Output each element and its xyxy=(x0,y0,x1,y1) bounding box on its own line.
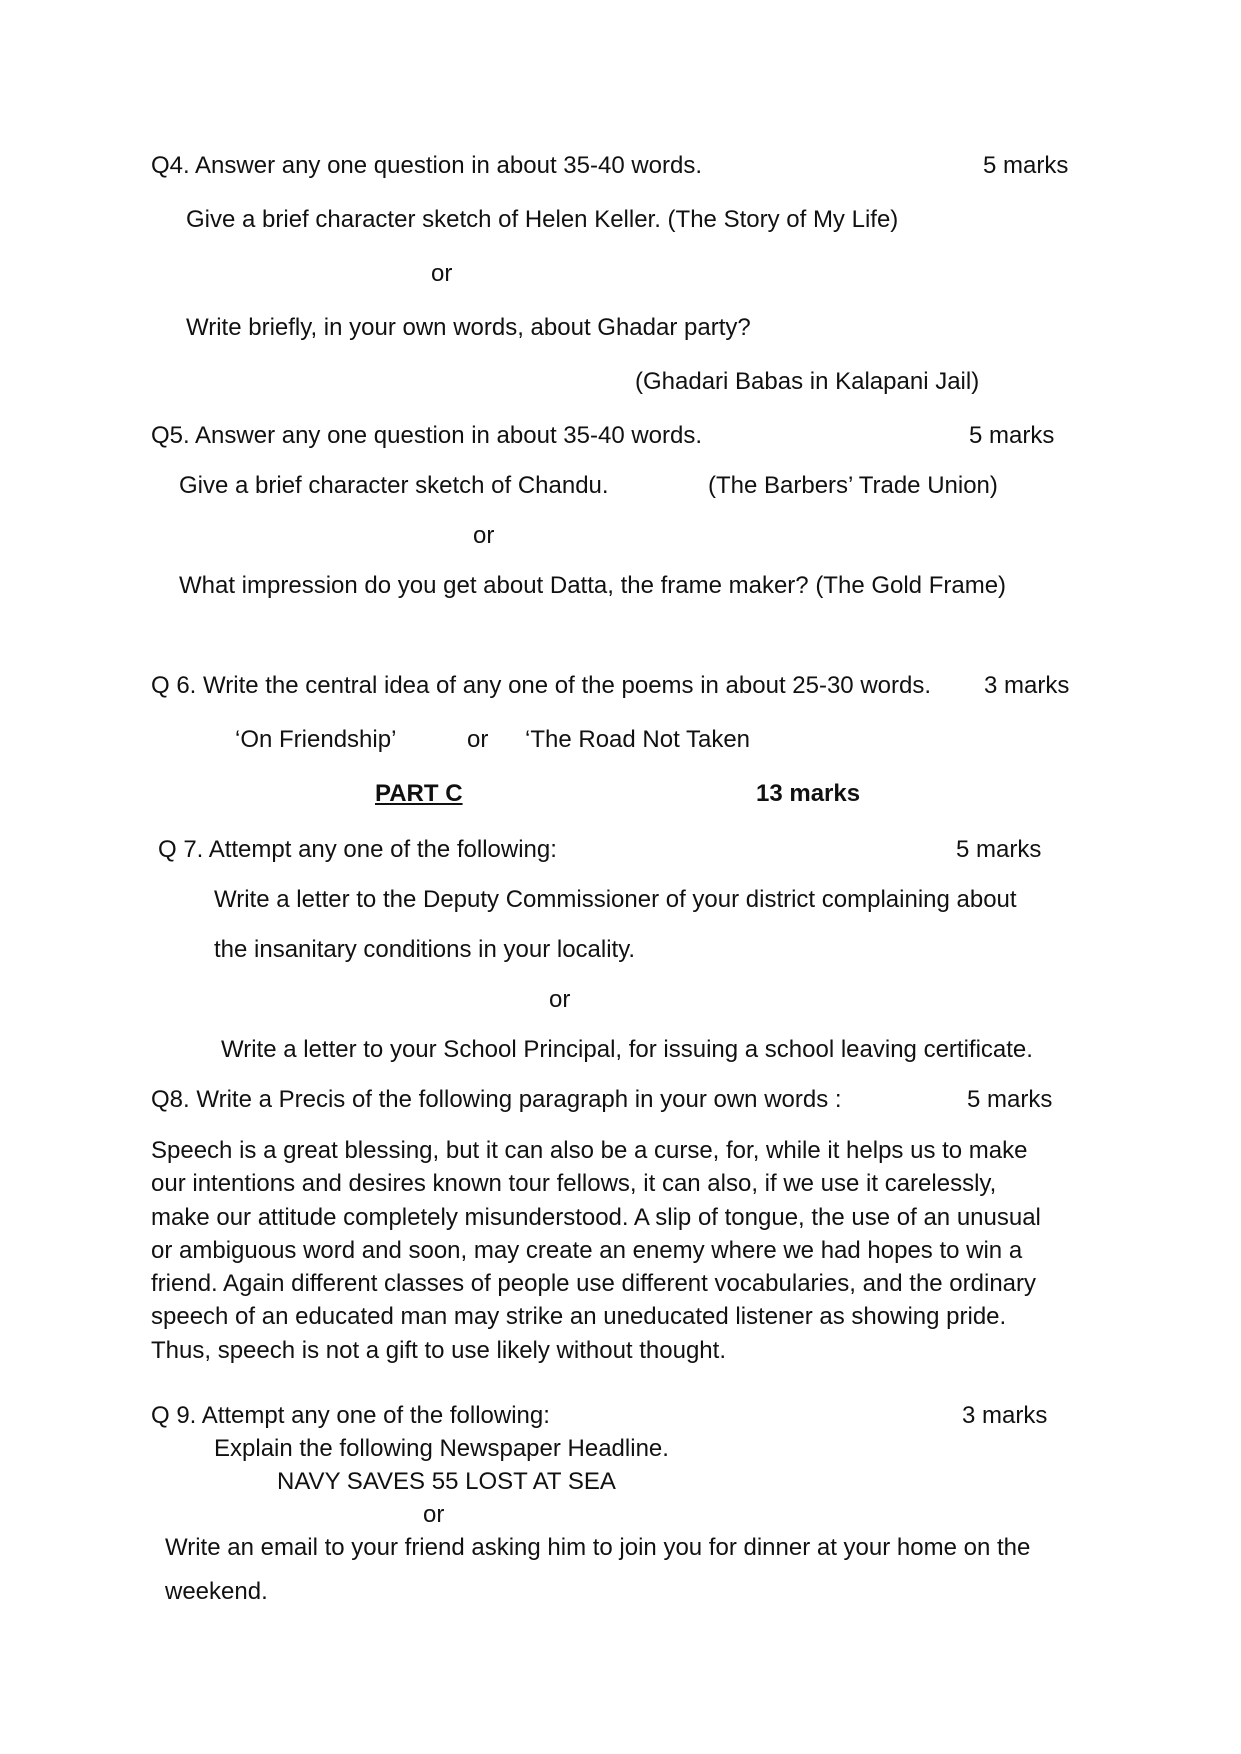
q6-or: or xyxy=(467,726,489,753)
passage-line: our intentions and desires known tour fellows, it can also, if we use it carelessly, xyxy=(151,1170,997,1198)
part-c-heading: PART C xyxy=(375,780,463,807)
q9-option2-line1: Write an email to your friend asking him to join you for dinner at your home on the xyxy=(165,1534,1031,1561)
q4-or: or xyxy=(431,260,453,287)
q5-option1-source: (The Barbers’ Trade Union) xyxy=(708,472,998,499)
passage-line: Speech is a great blessing, but it can also be a curse, for, while it helps us to make xyxy=(151,1137,1028,1164)
q7-marks: 5 marks xyxy=(956,836,1042,863)
q9-or: or xyxy=(423,1501,445,1528)
q5-marks: 5 marks xyxy=(969,422,1055,449)
q9-marks: 3 marks xyxy=(962,1402,1048,1429)
passage-line: speech of an educated man may strike an uneducated listener as showing pride. xyxy=(151,1303,1007,1331)
q6-question: Q 6. Write the central idea of any one of the poems in about 25-30 words. xyxy=(151,672,932,699)
q5-question: Q5. Answer any one question in about 35-40 words. xyxy=(151,422,703,449)
q6-poem2: ‘The Road Not Taken xyxy=(525,726,751,753)
passage-line: or ambiguous word and soon, may create an enemy where we had hopes to win a xyxy=(151,1236,1023,1264)
q9-question: Q 9. Attempt any one of the following: xyxy=(151,1402,550,1429)
q6-poem1: ‘On Friendship’ xyxy=(235,726,397,753)
q4-question: Q4. Answer any one question in about 35-40 words. xyxy=(151,152,703,179)
q5-or: or xyxy=(473,522,495,549)
q5-option2: What impression do you get about Datta, the frame maker? (The Gold Frame) xyxy=(179,572,1007,599)
q9-headline: NAVY SAVES 55 LOST AT SEA xyxy=(277,1468,616,1495)
q7-question: Q 7. Attempt any one of the following: xyxy=(158,836,557,863)
q6-marks: 3 marks xyxy=(984,672,1070,699)
passage-line: Thus, speech is not a gift to use likely without thought. xyxy=(151,1336,726,1364)
q5-option1: Give a brief character sketch of Chandu. xyxy=(179,472,609,499)
q7-option1-line1: Write a letter to the Deputy Commissioner of your district complaining about xyxy=(214,886,1017,913)
q4-marks: 5 marks xyxy=(983,152,1069,179)
q9-option1: Explain the following Newspaper Headline. xyxy=(214,1435,669,1462)
q7-or: or xyxy=(549,986,571,1013)
passage-line: friend. Again different classes of people use different vocabularies, and the ordinary xyxy=(151,1270,1037,1298)
passage-line: make our attitude completely misunderstood. A slip of tongue, the use of an unusual xyxy=(151,1203,1041,1231)
q8-marks: 5 marks xyxy=(967,1086,1053,1113)
part-c-marks: 13 marks xyxy=(756,780,861,807)
q4-option1: Give a brief character sketch of Helen Keller. (The Story of My Life) xyxy=(186,206,899,233)
q4-option2: Write briefly, in your own words, about Ghadar party? xyxy=(186,314,751,341)
q9-option2-line2: weekend. xyxy=(165,1578,268,1605)
q7-option1-line2: the insanitary conditions in your locality. xyxy=(214,936,636,963)
q8-question: Q8. Write a Precis of the following paragraph in your own words : xyxy=(151,1086,842,1113)
q4-option2-source: (Ghadari Babas in Kalapani Jail) xyxy=(635,368,980,395)
q7-option2: Write a letter to your School Principal, for issuing a school leaving certificate. xyxy=(221,1036,1033,1063)
q8-passage xyxy=(151,1134,1091,1367)
